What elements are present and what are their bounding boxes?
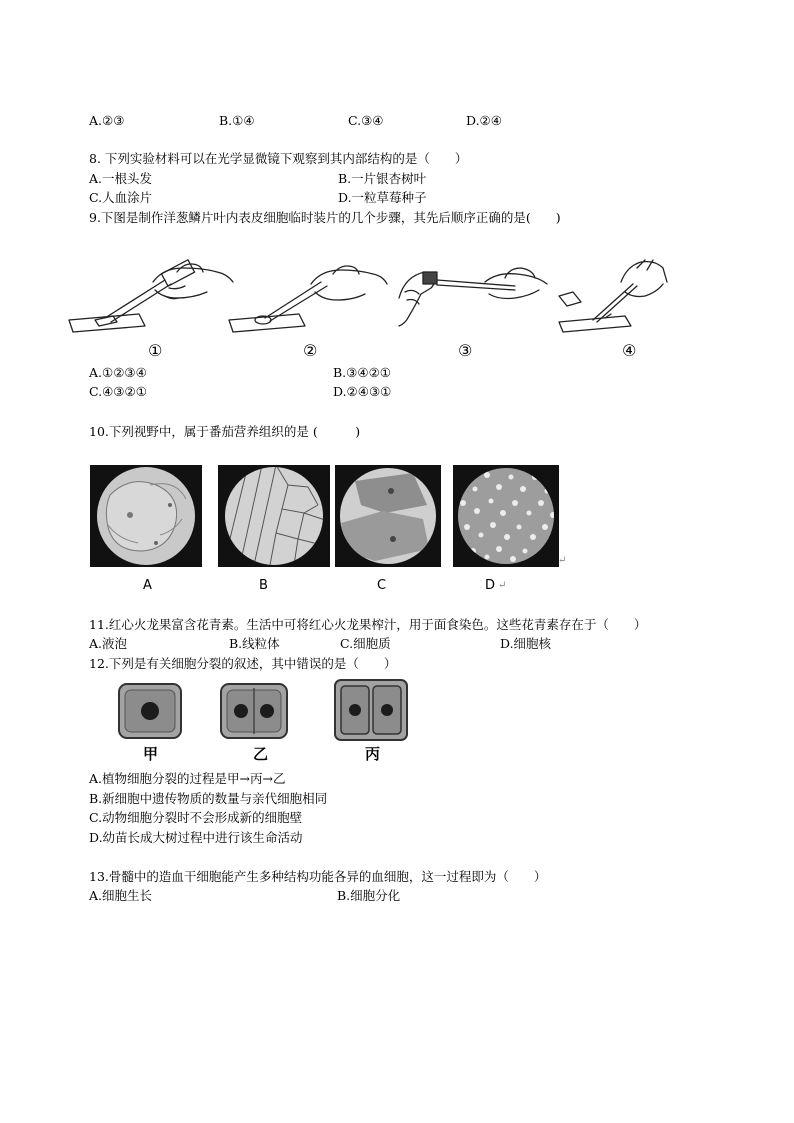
cell-label-bing: 丙 bbox=[365, 745, 381, 763]
q8-option-a: A.一根头发 bbox=[89, 171, 153, 186]
q8-stem: 8. 下列实验材料可以在光学显微镜下观察到其内部结构的是（ ） bbox=[89, 151, 468, 166]
q9-option-d: D.②④③① bbox=[333, 384, 392, 399]
q8-option-c: C.人血涂片 bbox=[89, 190, 153, 205]
q10-stem: 10.下列视野中，属于番茄营养组织的是 ( ) bbox=[89, 424, 361, 439]
q12-option-b: B.新细胞中遗传物质的数量与亲代细胞相同 bbox=[89, 791, 328, 806]
field-label-c: C bbox=[377, 578, 387, 593]
q7-option-a: A.②③ bbox=[89, 113, 125, 128]
return-mark-2: ↵ bbox=[498, 580, 507, 591]
q12-stem: 12.下列是有关细胞分裂的叙述，其中错误的是（ ） bbox=[89, 656, 397, 671]
field-c-image bbox=[335, 465, 441, 567]
return-mark-1: ↵ bbox=[558, 555, 567, 566]
step-2-drawing bbox=[229, 266, 387, 332]
q8-option-b: B.一片银杏树叶 bbox=[338, 171, 427, 186]
q12-option-a: A.植物细胞分裂的过程是甲→丙→乙 bbox=[89, 771, 286, 786]
q9-option-b: B.③④②① bbox=[333, 365, 391, 380]
q7-option-b: B.①④ bbox=[219, 113, 255, 128]
cell-jia bbox=[119, 684, 181, 738]
step-label-3: ③ bbox=[458, 341, 473, 360]
cell-bing bbox=[335, 680, 407, 740]
cell-label-jia: 甲 bbox=[143, 745, 159, 763]
step-label-1: ① bbox=[148, 341, 163, 360]
step-label-4: ④ bbox=[622, 341, 637, 360]
q11-option-b: B.线粒体 bbox=[229, 636, 280, 651]
field-label-d: D bbox=[485, 578, 496, 593]
q11-option-c: C.细胞质 bbox=[340, 636, 391, 651]
q7-option-d: D.②④ bbox=[466, 113, 502, 128]
q9-stem: 9.下图是制作洋葱鳞片叶内表皮细胞临时装片的几个步骤，其先后顺序正确的是( ) bbox=[89, 210, 561, 225]
step-1-drawing bbox=[69, 260, 233, 332]
field-label-b: B bbox=[259, 578, 268, 593]
q7-option-c: C.③④ bbox=[348, 113, 384, 128]
field-d-image bbox=[453, 465, 559, 567]
q9-option-c: C.④③②① bbox=[89, 384, 147, 399]
field-a-image bbox=[90, 465, 202, 567]
q13-option-a: A.细胞生长 bbox=[89, 888, 153, 903]
step-label-2: ② bbox=[303, 341, 318, 360]
slide-preparation-steps-figure bbox=[65, 258, 685, 340]
q11-option-a: A.液泡 bbox=[89, 636, 128, 651]
q13-stem: 13.骨髓中的造血干细胞能产生多种结构功能各异的血细胞，这一过程即为（ ） bbox=[89, 869, 547, 884]
q9-option-a: A.①②③④ bbox=[89, 365, 147, 380]
q11-option-d: D.细胞核 bbox=[500, 636, 552, 651]
cell-label-yi: 乙 bbox=[253, 745, 269, 763]
field-b-image bbox=[218, 465, 330, 567]
cell-division-figure bbox=[115, 678, 415, 742]
q12-option-c: C.动物细胞分裂时不会形成新的细胞壁 bbox=[89, 810, 303, 825]
q12-option-d: D.幼苗长成大树过程中进行该生命活动 bbox=[89, 830, 303, 845]
step-3-drawing bbox=[399, 268, 547, 326]
microscope-fields-figure bbox=[90, 465, 560, 567]
q8-option-d: D.一粒草莓种子 bbox=[338, 190, 427, 205]
q13-option-b: B.细胞分化 bbox=[337, 888, 401, 903]
cell-yi bbox=[221, 684, 287, 738]
q11-stem: 11.红心火龙果富含花青素。生活中可将红心火龙果榨汁，用于面食染色。这些花青素存在于（ ） bbox=[89, 617, 647, 632]
step-4-drawing bbox=[559, 260, 667, 332]
field-label-a: A bbox=[143, 578, 152, 593]
